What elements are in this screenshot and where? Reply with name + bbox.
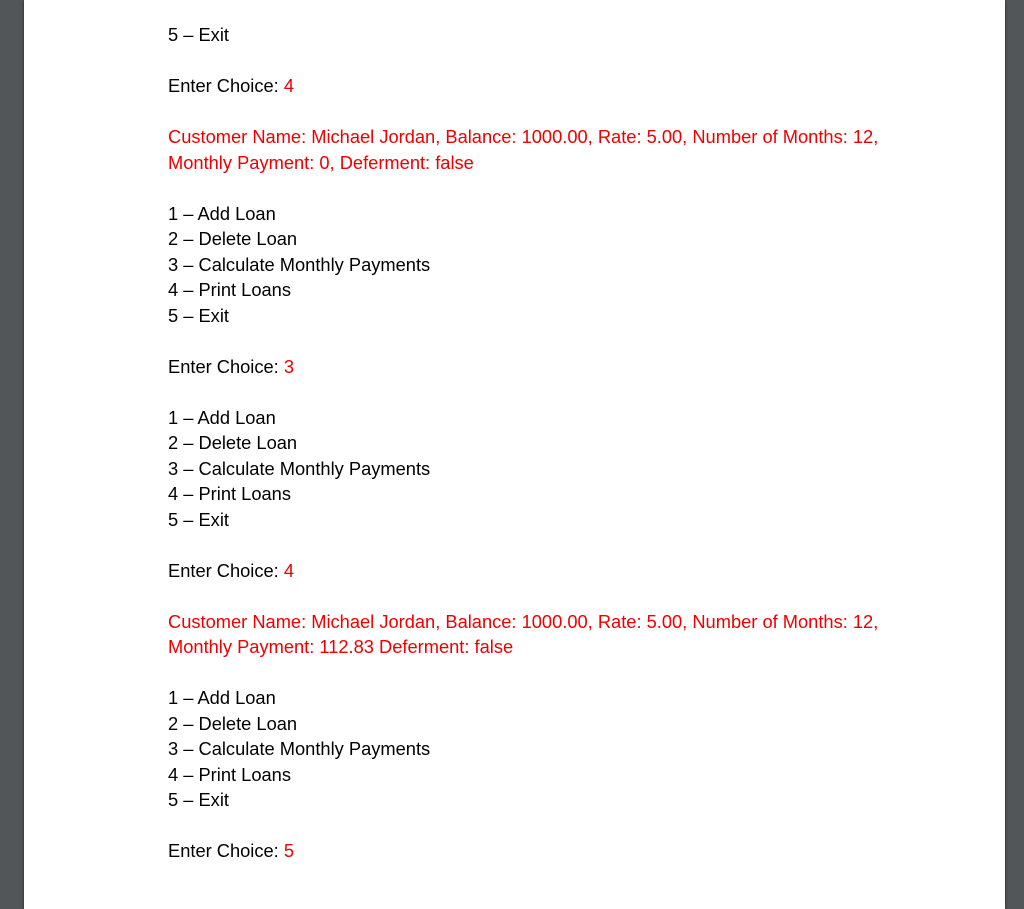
prompt-label: Enter Choice:: [168, 355, 284, 377]
choice-value: 5: [283, 840, 295, 861]
menu-block: [168, 22, 898, 48]
choice-prompt: [168, 354, 898, 380]
menu-option-calculate-payments: 3 – Calculate Monthly Payments: [168, 253, 431, 275]
prompt-label: Enter Choice:: [168, 559, 284, 581]
menu-option-calculate-payments: 3 – Calculate Monthly Payments: [168, 738, 431, 759]
choice-prompt: [168, 558, 898, 584]
menu-option-print-loans: 4 – Print Loans: [168, 483, 291, 504]
loan-output: Customer Name: Michael Jordan, Balance: 1000.00, Rate: 5.00, Number of Months: 12, Monthly Payment: 112.83 Deferment: false: [168, 610, 879, 657]
menu-block: [168, 201, 898, 329]
menu-option-delete-loan: 2 – Delete Loan: [168, 712, 298, 734]
choice-value: 4: [283, 559, 295, 581]
menu-option-delete-loan: 2 – Delete Loan: [168, 432, 298, 453]
prompt-label: Enter Choice:: [168, 840, 284, 861]
prompt-label: Enter Choice:: [168, 75, 284, 96]
choice-prompt: [168, 838, 898, 864]
menu-block: [168, 685, 898, 813]
choice-prompt: [168, 73, 898, 99]
menu-option-print-loans: 4 – Print Loans: [168, 763, 291, 785]
menu-option-exit: 5 – Exit: [168, 508, 229, 530]
menu-option-add-loan: 1 – Add Loan: [168, 687, 276, 708]
menu-option-print-loans: 4 – Print Loans: [168, 279, 291, 300]
menu-option-exit: 5 – Exit: [168, 24, 229, 45]
menu-option-calculate-payments: 3 – Calculate Monthly Payments: [168, 457, 431, 479]
console-transcript: [168, 22, 898, 889]
menu-option-exit: 5 – Exit: [168, 304, 229, 326]
menu-option-add-loan: 1 – Add Loan: [168, 406, 276, 428]
choice-value: 4: [283, 75, 295, 96]
menu-option-add-loan: 1 – Add Loan: [168, 202, 276, 224]
menu-block: [168, 405, 898, 533]
menu-option-delete-loan: 2 – Delete Loan: [168, 228, 298, 249]
loan-output: Customer Name: Michael Jordan, Balance: 1000.00, Rate: 5.00, Number of Months: 12, Monthly Payment: 0, Deferment: false: [168, 126, 879, 173]
choice-value: 3: [283, 355, 295, 377]
menu-option-exit: 5 – Exit: [168, 789, 229, 810]
document-page: [24, 0, 1005, 909]
